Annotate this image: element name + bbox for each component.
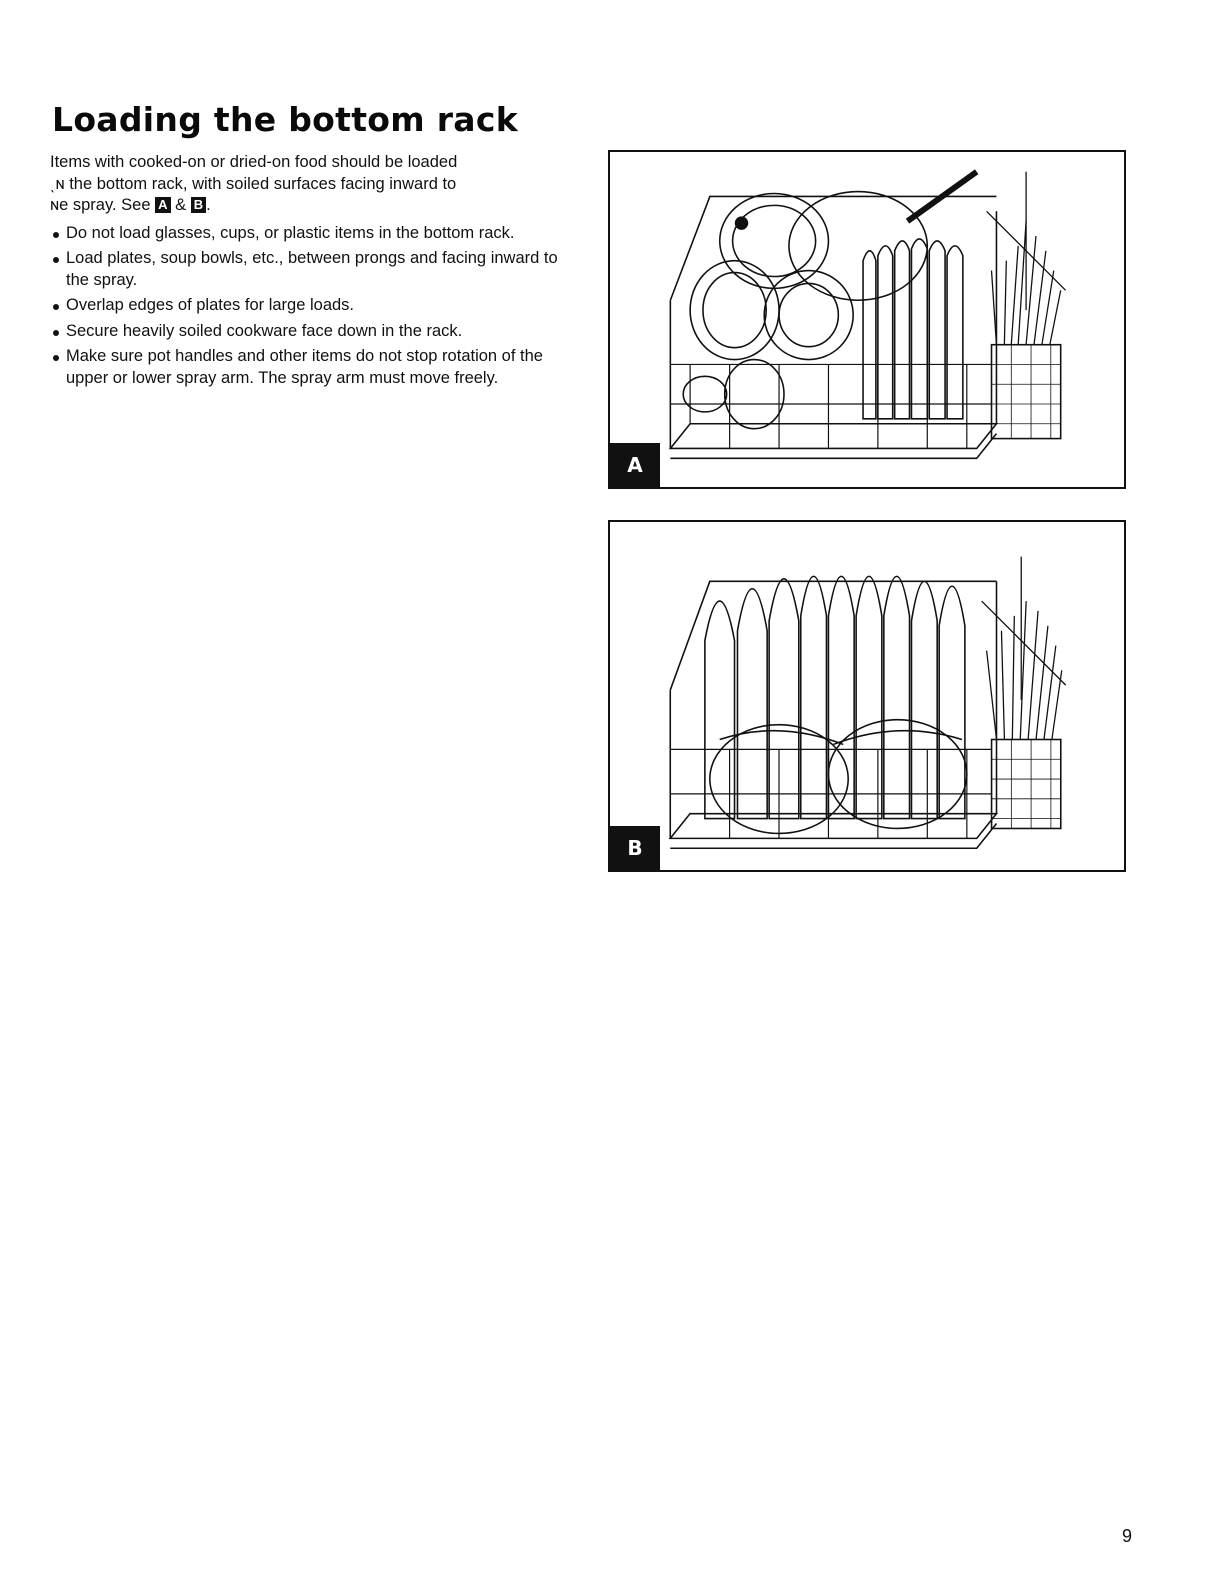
bullet-item: Load plates, soup bowls, etc., between prongs and facing inward to the spray.	[50, 248, 560, 291]
instructions	[50, 152, 560, 393]
figure-label-b: B	[610, 826, 660, 870]
intro-text-line2: ˎɴ the bottom rack, with soiled surfaces facing inward to	[50, 174, 457, 193]
figure-b	[608, 520, 1126, 872]
figure-ref-a: A	[155, 197, 170, 213]
bullet-item: Make sure pot handles and other items do not stop rotation of the upper or lower spray arm. The spray arm must move freely.	[50, 346, 560, 389]
intro-text-line3: ɴe spray. See	[50, 196, 156, 214]
figure-a	[608, 150, 1126, 489]
figure-ref-b: B	[191, 197, 206, 213]
intro-amp: &	[170, 196, 191, 214]
intro-text: Items with cooked-on or dried-on food should be loaded	[50, 153, 458, 171]
rack-illustration-b	[610, 522, 1124, 870]
figure-label-a: A	[610, 443, 660, 487]
page-number: 9	[1122, 1526, 1133, 1546]
bullet-list	[50, 223, 560, 390]
rack-illustration-a	[610, 152, 1124, 487]
bullet-item: Do not load glasses, cups, or plastic items in the bottom rack.	[50, 223, 560, 245]
intro-paragraph	[50, 152, 560, 217]
page-title: Loading the bottom rack	[52, 100, 518, 139]
bullet-item: Overlap edges of plates for large loads.	[50, 295, 560, 317]
bullet-item: Secure heavily soiled cookware face down in the rack.	[50, 321, 560, 343]
intro-period: .	[206, 196, 211, 214]
